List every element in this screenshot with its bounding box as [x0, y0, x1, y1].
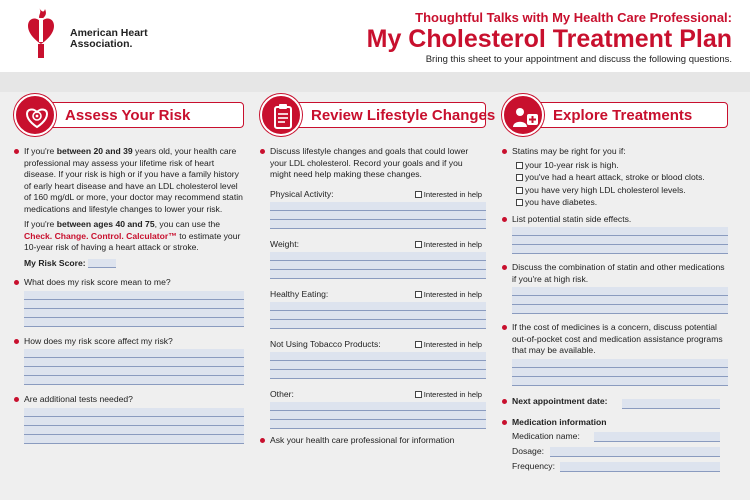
answer-lines-2[interactable]: [24, 349, 244, 385]
cost-lines[interactable]: [512, 359, 728, 386]
assess-section: [14, 94, 244, 494]
clipboard-icon: [260, 94, 302, 136]
lifestyle-item-label: Healthy Eating: Interested in help: [270, 288, 482, 299]
question-2: How does my risk score affect my risk?: [14, 336, 244, 348]
lifestyle-item-label: Weight: Interested in help: [270, 238, 482, 249]
risk-score-row: My Risk Score:: [14, 258, 244, 270]
lifestyle-answer-lines[interactable]: [270, 302, 486, 329]
medication-name-field[interactable]: [594, 432, 720, 442]
frequency-field[interactable]: [560, 462, 720, 472]
treat-heading: Explore Treatments: [553, 107, 693, 124]
torch-heart-icon: [22, 4, 62, 62]
interested-in-help-checkbox[interactable]: Interested in help: [415, 239, 482, 250]
lifestyle-item: [260, 239, 486, 279]
checkbox-icon[interactable]: [415, 241, 422, 248]
interested-in-help-checkbox[interactable]: Interested in help: [415, 189, 482, 200]
lifestyle-footer: Ask your health care professional for information: [260, 435, 486, 447]
checkbox-icon[interactable]: [415, 341, 422, 348]
combo-prompt: Discuss the combination of statin and other medications if you're at high risk.: [502, 262, 728, 285]
assess-paragraph-2: If you're between ages 40 and 75, you can use the Check. Change. Control. Calculator™ to estimate your 10-year risk of having a heart attack or stroke.: [24, 219, 241, 252]
medication-name-row: Medication name:: [502, 429, 728, 444]
treat-section: [502, 94, 728, 494]
assess-paragraph-1: If you're between 20 and 39 years old, your health care professional may assess your lifetime risk of heart disease. If your risk is high or if you have a family history of early heart disease and have an LDL cholesterol level of 160 mg/dL or more, your doctor may recommend statin medications and lifestyle changes to lower your risk.: [14, 146, 244, 215]
treat-pill: [522, 102, 728, 128]
lifestyle-heading: Review Lifestyle Changes: [311, 107, 496, 124]
checkbox-icon[interactable]: [516, 187, 523, 194]
lifestyle-header: [260, 94, 496, 130]
brand-name: American Heart Association.: [70, 27, 148, 50]
checkbox-icon[interactable]: [516, 199, 523, 206]
interested-in-help-checkbox[interactable]: Interested in help: [415, 289, 482, 300]
interested-in-help-checkbox[interactable]: Interested in help: [415, 339, 482, 350]
calculator-link[interactable]: Check. Change. Control. Calculator™: [24, 230, 177, 241]
checkbox-icon[interactable]: [516, 174, 523, 181]
lifestyle-pill: [280, 102, 496, 128]
treat-header: [502, 94, 728, 130]
combo-lines[interactable]: [512, 287, 728, 314]
side-effects-prompt: List potential statin side effects.: [502, 214, 728, 226]
checkbox-icon[interactable]: [415, 191, 422, 198]
lifestyle-item-label: Other: Interested in help: [270, 388, 482, 399]
statin-criteria-checkbox[interactable]: your 10-year risk is high.: [502, 159, 728, 172]
checkbox-icon[interactable]: [415, 391, 422, 398]
lifestyle-answer-lines[interactable]: [270, 352, 486, 379]
question-1: What does my risk score mean to me?: [14, 277, 244, 289]
lifestyle-intro: Discuss lifestyle changes and goals that could lower your LDL cholesterol. Record your goals and if you might need help making these changes.: [260, 146, 486, 181]
next-appointment-field[interactable]: [622, 399, 720, 409]
lifestyle-item: [260, 289, 486, 329]
cost-prompt: If the cost of medicines is a concern, discuss potential out-of-pocket cost and medication assistance programs that may be available.: [502, 322, 728, 357]
lifestyle-section: [260, 94, 496, 494]
lifestyle-item: [260, 189, 486, 229]
page-title: My Cholesterol Treatment Plan: [366, 25, 732, 53]
interested-in-help-checkbox[interactable]: Interested in help: [415, 389, 482, 400]
statin-criteria-checkbox[interactable]: you have diabetes.: [502, 196, 728, 209]
frequency-row: Frequency:: [502, 459, 728, 474]
dosage-field[interactable]: [550, 447, 720, 457]
answer-lines-3[interactable]: [24, 408, 244, 444]
lifestyle-item-label: Physical Activity: Interested in help: [270, 188, 482, 199]
statins-intro: Statins may be right for you if:: [502, 146, 728, 158]
checkbox-icon[interactable]: [516, 162, 523, 169]
header: [0, 0, 750, 72]
header-instruction: Bring this sheet to your appointment and discuss the following questions.: [425, 54, 732, 65]
assess-heading: Assess Your Risk: [65, 107, 191, 124]
lifestyle-answer-lines[interactable]: [270, 252, 486, 279]
assess-pill: [34, 102, 244, 128]
answer-lines-1[interactable]: [24, 291, 244, 327]
divider-band: [0, 72, 750, 92]
side-effects-lines[interactable]: [512, 227, 728, 254]
assess-header: [14, 94, 244, 130]
dosage-row: Dosage:: [502, 444, 728, 459]
checkbox-icon[interactable]: [415, 291, 422, 298]
people-plus-icon: [502, 94, 544, 136]
lifestyle-item-label: Not Using Tobacco Products: Interested in help: [270, 338, 482, 349]
lifestyle-answer-lines[interactable]: [270, 202, 486, 229]
statin-criteria-checkbox[interactable]: you have very high LDL cholesterol levels.: [502, 184, 728, 197]
medication-info-heading: Medication information: [502, 417, 728, 429]
risk-score-field[interactable]: [88, 259, 116, 268]
heart-gear-icon: [14, 94, 56, 136]
lifestyle-item: [260, 339, 486, 379]
lifestyle-item: [260, 389, 486, 429]
question-3: Are additional tests needed?: [14, 394, 244, 406]
statin-criteria-checkbox[interactable]: you've had a heart attack, stroke or blood clots.: [502, 171, 728, 184]
header-subtitle: Thoughtful Talks with My Health Care Professional:: [415, 10, 732, 25]
aha-logo: [22, 4, 152, 62]
next-appointment-row: Next appointment date:: [502, 396, 728, 408]
lifestyle-answer-lines[interactable]: [270, 402, 486, 429]
